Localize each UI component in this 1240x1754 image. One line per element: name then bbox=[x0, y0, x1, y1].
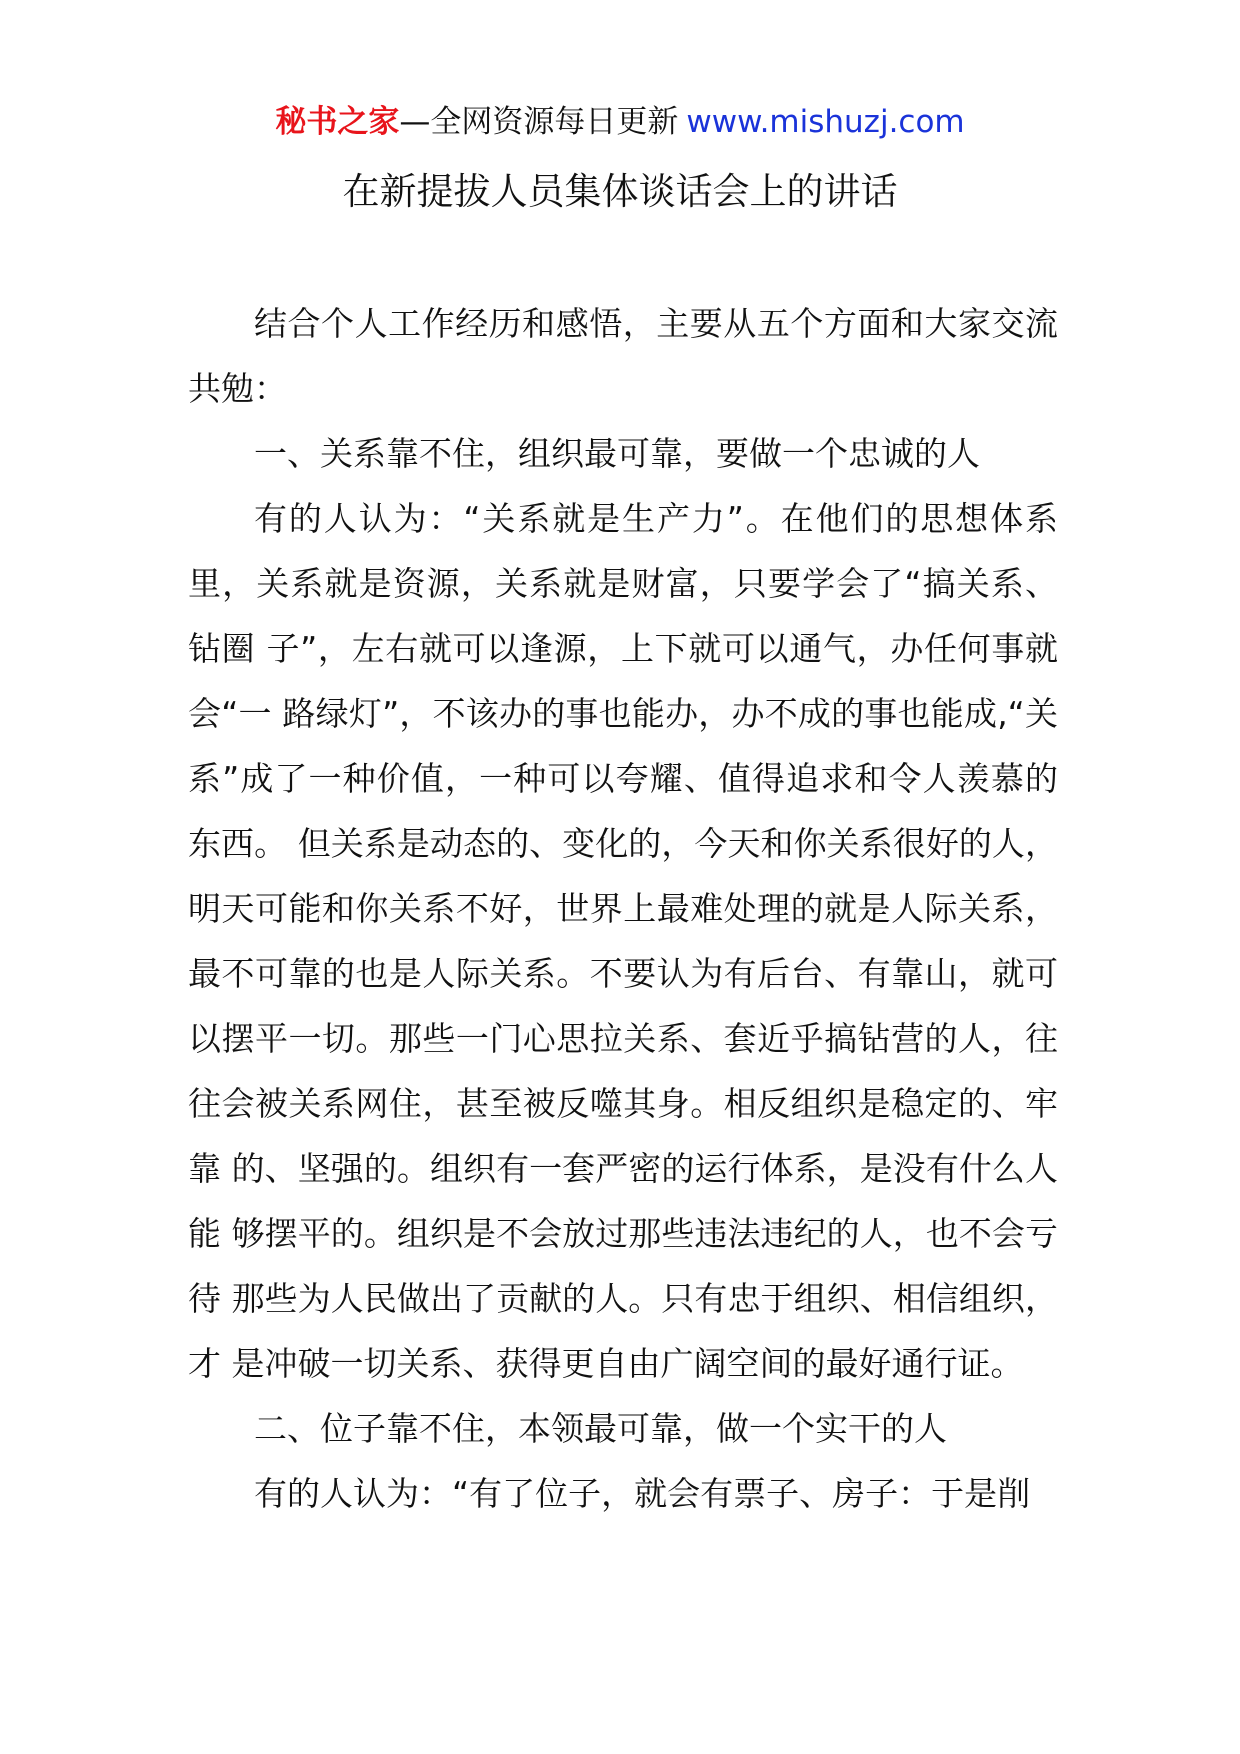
intro-paragraph: 结合个人工作经历和感悟，主要从五个方面和大家交流共勉： bbox=[188, 304, 1058, 408]
section-heading-2: 二、位子靠不住，本领最可靠，做一个实干的人 bbox=[254, 1409, 947, 1448]
site-url-link[interactable]: www.mishuzj.com bbox=[686, 104, 965, 140]
header-tagline: —全网资源每日更新 bbox=[399, 104, 679, 140]
body-paragraph-2: 有的人认为：“有了位子，就会有票子、房子：于是削 bbox=[254, 1474, 1031, 1513]
brand-name: 秘书之家 bbox=[275, 104, 400, 140]
document-body bbox=[188, 291, 1058, 1526]
site-header bbox=[0, 100, 1240, 144]
body-paragraph-1: 有的人认为：“关系就是生产力”。在他们的思想体系里，关系就是资源，关系就是财富，只要学会了“搞关系、钻圈 子”，左右就可以逢源，上下就可以通气，办任何事就会“一 路绿灯”，不该办的事也能办，办不成的事也能成,“关系”成了一种价值，一种可以夸耀、值得追求和令人羡慕的东西。 但关系是动态的、变化的，今天和你关系很好的人，明天可能和你关系不好，世界上最难处理的就是人际关系，最不可靠的也是人际关系。不要认为有后台、有靠山，就可以摆平一切。那些一门心思拉关系、套近乎搞钻营的人，往往会被关系网住，甚至被反噬其身。相反组织是稳定的、牢靠 的、坚强的。组织有一套严密的运行体系，是没有什么人能 够摆平的。组织是不会放过那些违法违纪的人，也不会亏待 那些为人民做出了贡献的人。只有忠于组织、相信组织，才 是冲破一切关系、获得更自由广阔空间的最好通行证。 bbox=[188, 499, 1058, 1383]
section-heading-1: 一、关系靠不住，组织最可靠，要做一个忠诚的人 bbox=[254, 434, 980, 473]
document-title: 在新提拔人员集体谈话会上的讲话 bbox=[342, 170, 898, 213]
